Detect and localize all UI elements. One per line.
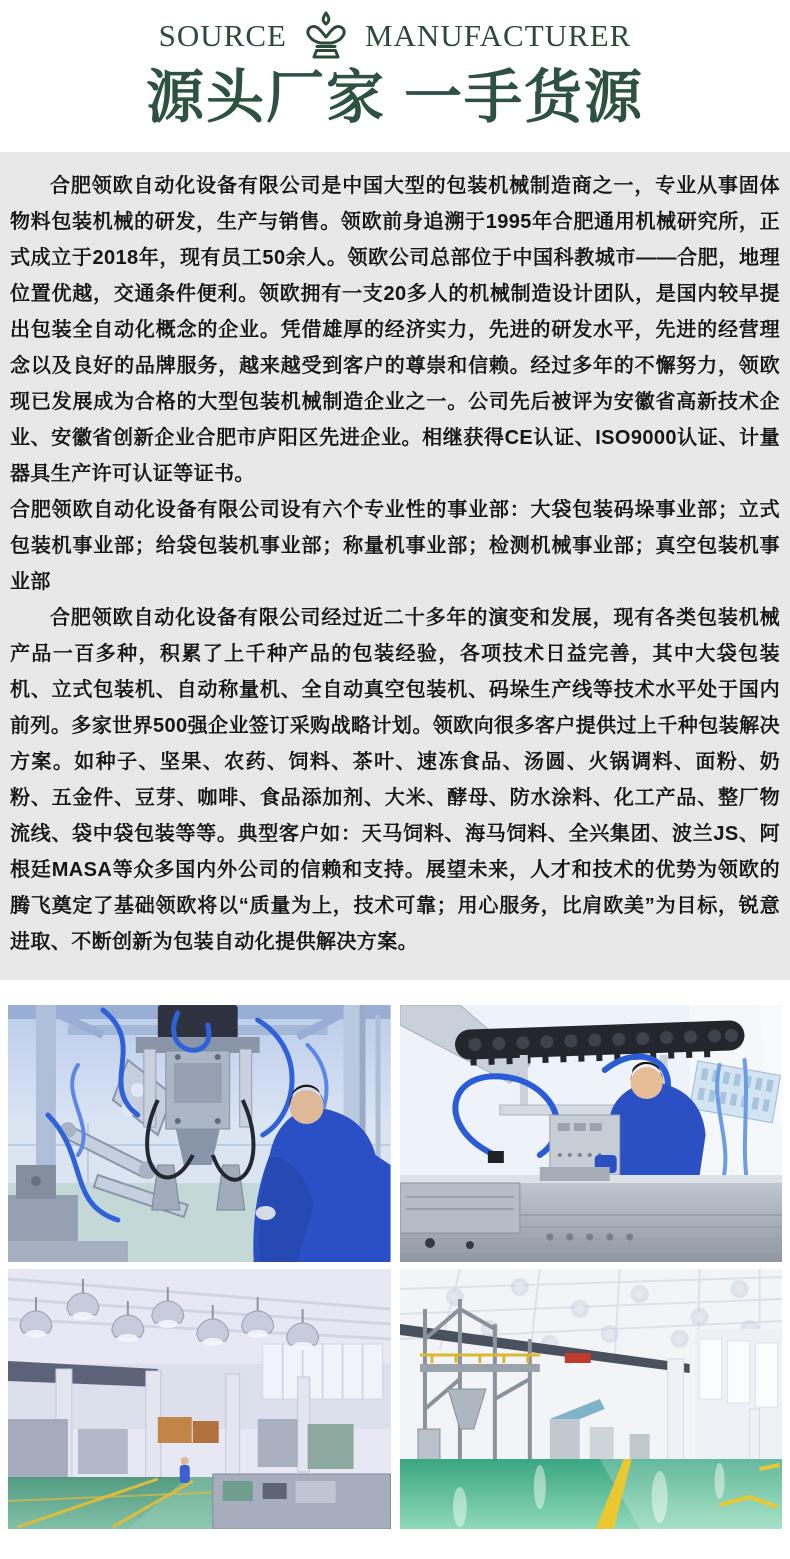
factory-photo-packing-machine [8,1005,391,1262]
bottom-spacer [0,1529,790,1559]
factory-photo-workshop-hall [8,1269,391,1529]
crown-icon [303,10,349,60]
brand-word-source: SOURCE [158,17,287,53]
header [0,0,790,130]
brand-word-manufacturer: MANUFACTURER [364,17,632,53]
divisions-paragraph: 合肥领欧自动化设备有限公司设有六个专业性的事业部：大袋包装码垛事业部；立式包装机事业部；给袋包装机事业部；称量机事业部；检测机械事业部；真空包装机事业部 [10,499,780,593]
history-paragraph: 合肥领欧自动化设备有限公司经过近二十多年的演变和发展，现有各类包装机械产品一百多种，积累了上千种产品的包装经验，各项技术日益完善，其中大袋包装机、立式包装机、自动称量机、全自动真空包装机、码垛生产线等技术水平处于国内前列。多家世界500强企业签订采购战略计划。领欧向很多客户提供过上千种包装解决方案。如种子、坚果、农药、饲料、茶叶、速冻食品、汤圆、火锅调料、面粉、奶粉、五金件、豆芽、咖啡、食品添加剂、大米、酵母、防水涂料、化工产品、整厂物流线、袋中袋包装等等。典型客户如：天马饲料、海马饲料、全兴集团、波兰JS、阿根廷MASA等众多国内外公司的信赖和支持。展望未来，人才和技术的优势为领欧的腾飞奠定了基础领欧将以“质量为上，技术可靠；用心服务，比肩欧美”为目标，锐意进取、不断创新为包装自动化提供解决方案。 [10,607,780,953]
factory-photo-gallery [0,1005,790,1529]
factory-photo-assembly-worker [400,1005,783,1262]
company-intro-panel [0,152,790,980]
intro-paragraph: 合肥领欧自动化设备有限公司是中国大型的包装机械制造商之一，专业从事固体物料包装机械的研发，生产与销售。领欧前身追溯于1995年合肥通用机械研究所，正式成立于2018年，现有员工50余人。领欧公司总部位于中国科教城市——合肥，地理位置优越，交通条件便利。领欧拥有一支20多人的机械制造设计团队，是国内较早提出包装全自动化概念的企业。凭借雄厚的经济实力，先进的研发水平，先进的经营理念以及良好的品牌服务，越来越受到客户的尊崇和信赖。经过多年的不懈努力，领欧现已发展成为合格的大型包装机械制造企业之一。公司先后被评为安徽省高新技术企业、安徽省创新企业合肥市庐阳区先进企业。相继获得CE认证、ISO9000认证、计量器具生产许可认证等证书。 [10,175,780,485]
packing-machine-illustration [8,1005,391,1262]
production-line-illustration [400,1269,783,1529]
workshop-hall-illustration [8,1269,391,1529]
page-title: 源头厂家 一手货源 [145,65,645,130]
assembly-line-illustration [400,1005,783,1262]
factory-photo-production-line [400,1269,783,1529]
brand-row [0,0,790,62]
